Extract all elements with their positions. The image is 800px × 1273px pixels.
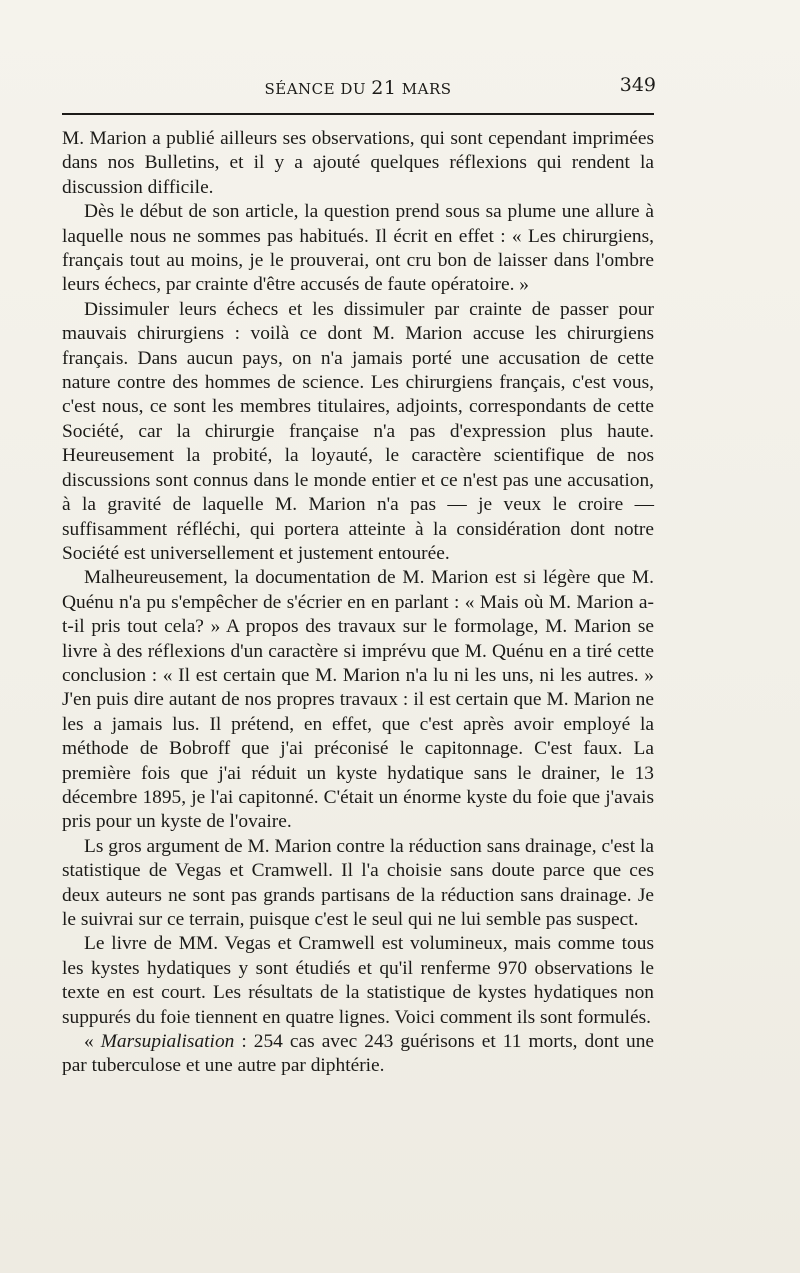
- running-header: [60, 74, 656, 102]
- paragraph: Le livre de MM. Vegas et Cramwell est volumineux, mais comme tous les kystes hydatiques y sont étudiés et qu'il renferme 970 observations le texte en est court. Les résultats de la statistique de kystes hydatiques non suppurés du foie tiennent en quatre lignes. Voici comment ils sont formulés.: [62, 933, 654, 1028]
- running-title: SÉANCE DU 21 MARS: [264, 77, 452, 99]
- page-number: 349: [619, 74, 656, 96]
- paragraph: Dissimuler leurs échecs et les dissimuler par crainte de passer pour mauvais chirurgiens : voilà ce dont M. Marion accuse les chirurgiens français. Dans aucun pays, on n'a jamais porté une accusation de cette nature contre des hommes de science. Les chirurgiens français, c'est vous, c'est nous, ce sont les membres titulaires, adjoints, correspondants de cette Société, car la chirurgie française n'a pas d'expression plus haute. Heureusement la probité, la loyauté, le caractère scientifique de nos discussions sont connus dans le monde entier et ce n'est pas une accusation, à la gravité de laquelle M. Marion n'a pas — je veux le croire — suffisamment réfléchi, qui portera atteinte à la considération dont notre Société est universellement et justement entourée.: [62, 298, 654, 564]
- body-text: [62, 127, 654, 1079]
- quote-paragraph: « Marsupialisation : 254 cas avec 243 guérisons et 11 morts, dont une par tuberculose et une autre par diphtérie.: [62, 1031, 654, 1077]
- paragraph: M. Marion a publié ailleurs ses observations, qui sont cependant imprimées dans nos Bulletins, et il y a ajouté quelques réflexions qui rendent la discussion difficile.: [62, 128, 654, 198]
- header-rule: [62, 113, 654, 115]
- paragraph: Dès le début de son article, la question prend sous sa plume une allure à laquelle nous ne sommes pas habitués. Il écrit en effet : « Les chirurgiens, français tout au moins, je le prouverai, ont cru bon de laisser dans l'ombre leurs échecs, par crainte d'être accusés de faute opératoire. »: [62, 201, 654, 296]
- quote-label: Marsupialisation: [100, 1031, 235, 1053]
- paragraph: Malheureusement, la documentation de M. Marion est si légère que M. Quénu n'a pu s'empêcher de s'écrier en en parlant : « Mais où M. Marion a-t-il pris tout cela? » A propos des travaux sur le formolage, M. Marion se livre à des réflexions d'un caractère si imprévu que M. Quénu en a tiré cette conclusion : « Il est certain que M. Marion n'a lu ni les uns, ni les autres. » J'en puis dire autant de nos propres travaux : il est certain que M. Marion ne les a jamais lus. Il prétend, en effet, que c'est après avoir employé la méthode de Bobroff que j'ai préconisé le capitonnage. C'est faux. La première fois que j'ai réduit un kyste hydatique sans le drainer, le 13 décembre 1895, je l'ai capitonné. C'était un énorme kyste du foie que j'avais pris pour un kyste de l'ovaire.: [62, 567, 654, 833]
- paragraph: Ls gros argument de M. Marion contre la réduction sans drainage, c'est la statistique de Vegas et Cramwell. Il l'a choisie sans doute parce que ces deux auteurs ne sont pas grands partisans de la réduction sans drainage. Je le suivrai sur ce terrain, puisque c'est le seul qui ne lui semble pas suspect.: [62, 835, 654, 930]
